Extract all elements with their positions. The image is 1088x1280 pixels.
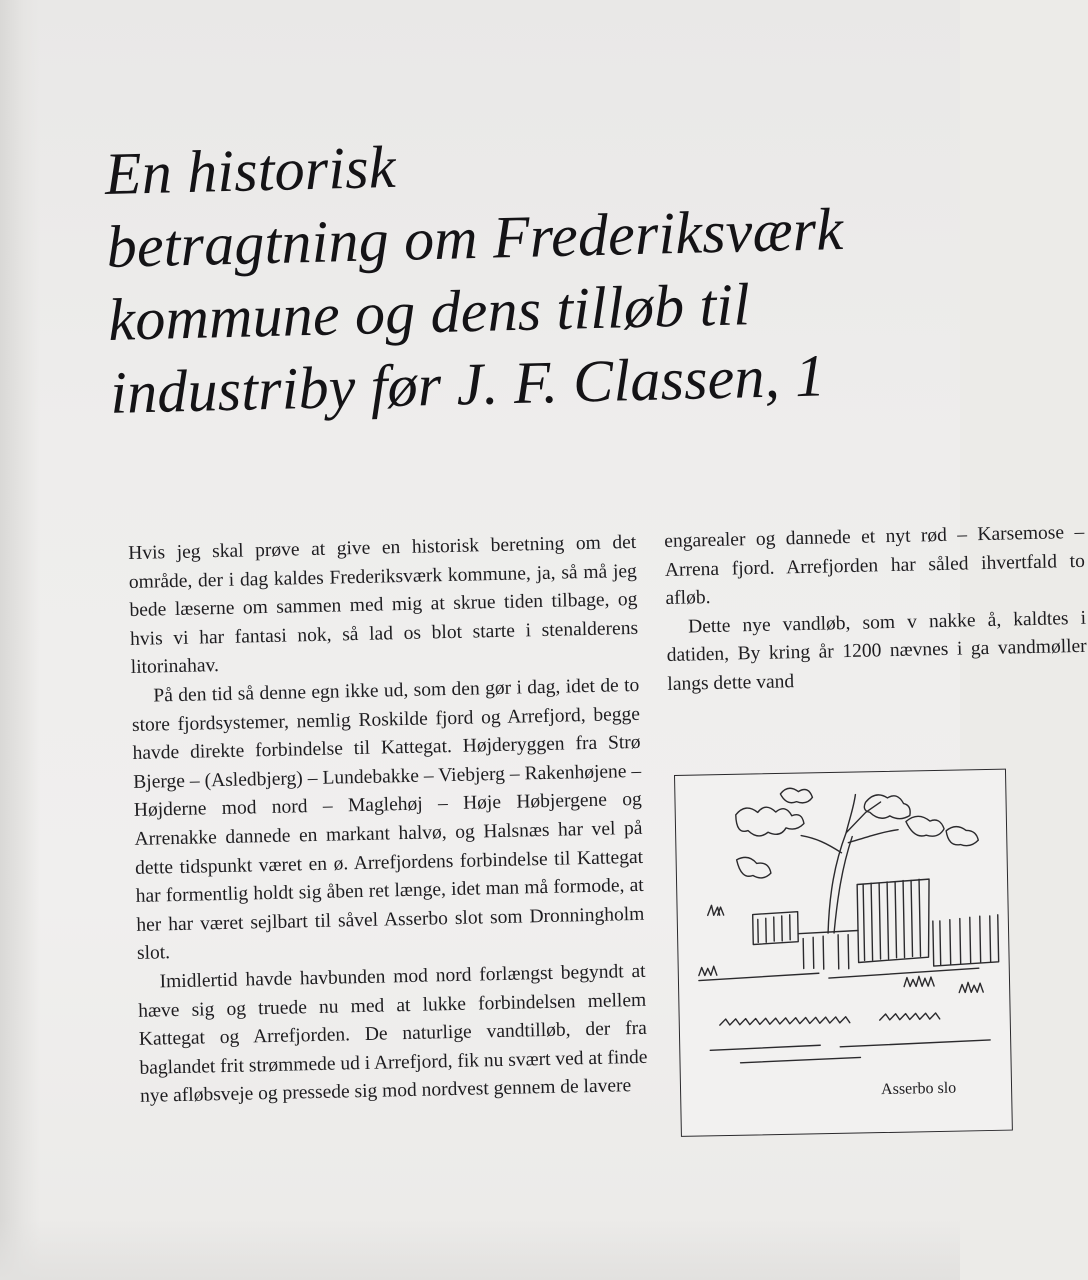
paragraph: Hvis jeg skal prøve at give en historisk beretning om det område, der i dag kaldes Frederiksværk kommune, ja, så må jeg bede læserne om sammen med mig at skrue tiden tilbage, og hvis vi har fantasi nok, så lad os blot starte i stenalderens litorinahav. (128, 531, 639, 679)
title-line: En historisk (104, 133, 397, 207)
illustration-frame (674, 769, 1013, 1137)
right-text-column (664, 519, 1088, 700)
title-line: kommune og dens tilløb til (107, 271, 751, 353)
asserbo-ruin-sketch-icon (675, 770, 1011, 1076)
title-line: betragtning om Frederiksværk (105, 195, 844, 280)
paragraph: Dette nye vandløb, som v nakke å, kaldtes i datiden, By kring år 1200 nævnes i ga vandmøller langs dette vand (666, 607, 1087, 695)
title-line: industriby før J. F. Classen, 1 (109, 342, 826, 426)
paragraph: På den tid så denne egn ikke ud, som den gør i dag, idet de to store fjordsystemer, nemlig Roskilde fjord og Arrefjord, begge havde direkte forbindelse til Kattegat. Højderyggen fra Strø Bjerge – (Asledbjerg) – Lundebakke – Viebjerg – Rakenhøjene – Højderne mod nord – Maglehøj – Høje Høbjergene og Arrenakke dannede en markant halvø, og Halsnæs har vel på dette tidspunkt været en ø. Arrefjordens forbindelse til Kattegat har formentlig holdt sig åben ret længe, idet man må formode, at her har været sejlbart til såvel Asserbo slot som Dronningholm slot. (131, 674, 645, 965)
chapter-title (104, 116, 1011, 430)
figure-caption: Asserbo slo (880, 1079, 957, 1099)
paragraph: Imidlertid havde havbunden mod nord forlængst begyndt at hæve sig og truede nu med at lukke forbindelsen mellem Kattegat og Arrefjorden. De naturlige vandtilløb, der fra baglandet frit strømmede ud i Arrefjord, fik nu svært ved at finde nye afløbsveje og pressede sig mod nordvest gennem de lavere (138, 960, 648, 1108)
spine-shadow (0, 0, 40, 1280)
left-text-column (128, 529, 648, 1112)
paragraph: engarealer og dannede et nyt rød – Karsemose – Arrena fjord. Arrefjorden har såled ihvertfald to afløb. (664, 521, 1086, 610)
page-bottom-shadow (0, 1220, 960, 1280)
